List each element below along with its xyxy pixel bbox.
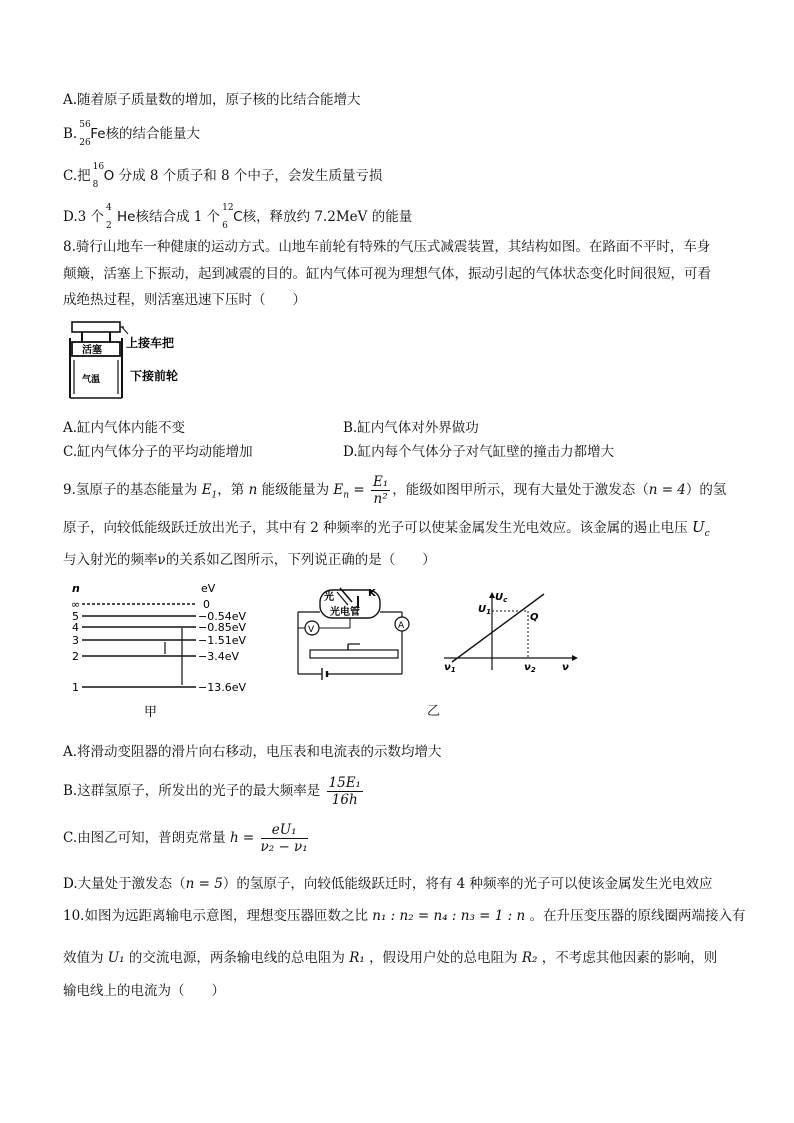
iron-charge-number: 26: [79, 138, 91, 148]
level-n-header: n: [72, 582, 80, 595]
carbon-symbol: C: [233, 209, 243, 225]
carbon-charge-number: 6: [222, 221, 228, 231]
q8-option-b: B.缸内气体对外界做功: [343, 420, 479, 436]
fig-piston-label: 活塞: [82, 345, 102, 356]
iron-mass-number: 56: [79, 120, 91, 130]
iron-nuclide: [79, 120, 106, 148]
q9-n4: n = 4: [648, 482, 686, 498]
energy-level-diagram: [68, 580, 268, 720]
q8-option-a: A.缸内气体内能不变: [63, 420, 186, 436]
level-row-2: [72, 650, 239, 663]
q9-d-n5: n = 5: [185, 876, 223, 892]
level-row-inf: [71, 598, 210, 611]
graph-nu2-label: $\nu_2$: [524, 662, 536, 674]
iron-symbol: Fe: [90, 126, 106, 142]
q10-stem-line2: 效值为 U₁ 的交流电源，两条输电线的总电阻为 R₁ ，假设用户处的总电阻为 R₂ ，不考虑其他因素的影响，则: [63, 950, 718, 966]
level-row-4: [72, 621, 246, 634]
q9-en-symbol: $E_n$ =: [333, 482, 365, 501]
helium-symbol: He: [117, 209, 136, 225]
q7-d-mid: 核结合成 1 个: [135, 209, 221, 225]
graph-nu1-label: $\nu_1$: [444, 662, 456, 674]
helium-charge-number: 2: [106, 221, 112, 231]
q9-b-fraction: $\frac{\text{15E₁}}{16h}$: [328, 775, 361, 808]
fig-top-label: 上接车把: [126, 336, 175, 350]
q7-d-prefix: D.3 个: [63, 209, 105, 225]
q7-c-suffix: 分成 8 个质子和 8 个中子，会发生质量亏损: [118, 168, 383, 184]
oxygen-mass-number: 16: [92, 162, 105, 172]
q10-r1: R₁: [349, 950, 365, 966]
q8-option-c: C.缸内气体分子的平均动能增加: [63, 444, 253, 460]
q7-option-b: [63, 120, 201, 148]
q9-option-c: C.由图乙可知，普朗克常量 h = $\frac{\text{eU₁}}{\text{ν₂ − ν₁}}$: [63, 822, 308, 855]
q10-r2: R₂: [521, 950, 538, 966]
level-n-1: 1: [72, 681, 79, 694]
level-n-inf: ∞: [71, 598, 81, 611]
q7-b-prefix: B.: [63, 126, 78, 142]
level-e-1: −13.6eV: [198, 681, 247, 694]
q9-option-d: D.大量处于激发态（n = 5）的氢原子，向较低能级跃迁时，将有 4 种频率的光子可以使该金属发生光电效应: [63, 876, 713, 892]
circuit-tube-label: 光电管: [330, 607, 360, 618]
q9-uc-symbol: $U_c$: [691, 518, 710, 539]
circuit-ammeter-label: A: [398, 621, 405, 631]
q7-option-a: A.随着原子质量数的增加，原子核的比结合能增大: [63, 92, 361, 108]
level-row-1: [72, 681, 246, 694]
level-n-3: 3: [72, 634, 79, 647]
level-e-4: −0.85eV: [198, 621, 247, 634]
fig-bottom-label: 下接前轮: [130, 369, 179, 383]
q7-c-prefix: C.把: [63, 168, 91, 184]
level-e-3: −1.51eV: [198, 634, 247, 647]
level-row-3: [72, 634, 246, 647]
q9-stem-line2: 原子，向较低能级跃迁放出光子，其中有 2 种频率的光子可以使某金属发生光电效应。该金属的遏止电压 $U_c$: [63, 518, 710, 539]
q7-b-suffix: 核的结合能量大: [105, 126, 201, 142]
oxygen-symbol: O: [103, 168, 115, 184]
level-e-5: −0.54eV: [198, 610, 247, 623]
photoelectric-circuit: [290, 582, 415, 722]
level-e-inf: 0: [203, 598, 210, 611]
q8-stem-line2: 颠簸，活塞上下振动，起到减震的目的。缸内气体可视为理想气体，振动引起的气体状态变化时间很短，可看: [63, 266, 711, 282]
q9-l1-a: 9.氢原子的基态能量为: [63, 482, 198, 498]
q8-stem-line1: 8.骑行山地车一种健康的运动方式。山地车前轮有特殊的气压式减震装置，其结构如图。在路面不平时，车身: [63, 239, 711, 255]
carbon-nuclide: [222, 203, 243, 231]
q10-stem-line3: 输电线上的电流为（ ）: [63, 983, 225, 999]
graph-q-label: Q: [530, 612, 539, 623]
helium-nuclide: [106, 203, 136, 231]
graph-u1-label: $U_1$: [478, 604, 491, 616]
oxygen-charge-number: 8: [92, 180, 99, 190]
q9-stem-line1: [63, 474, 726, 507]
q9-e1-symbol: $E_1$: [201, 482, 218, 501]
helium-mass-number: 4: [106, 203, 112, 213]
level-n-5: 5: [72, 610, 79, 623]
carbon-mass-number: 12: [222, 203, 234, 213]
oxygen-nuclide: [92, 162, 115, 190]
circuit-voltmeter-label: V: [308, 625, 315, 635]
uc-nu-line: [452, 594, 544, 662]
q7-option-c: [63, 162, 383, 190]
q9-l1-b: ，第: [217, 482, 245, 498]
level-n-4: 4: [72, 621, 79, 634]
q10-turn-ratio: n₁ : n₂ = n₄ : n₃ = 1 : n: [372, 908, 526, 924]
q9-option-b: B.这群氢原子，所发出的光子的最大频率是 $\frac{\text{15E₁}}{16h}$: [63, 775, 361, 808]
q10-u1: U₁: [107, 950, 125, 966]
q9-energy-fraction: $\frac{\text{E₁}}{\text{n²}}$: [372, 474, 389, 507]
q8-stem-line3: 成绝热过程，则活塞迅速下压时（ ）: [63, 292, 306, 308]
q9-l1-d: ，能级如图甲所示，现有大量处于激发态（: [392, 482, 649, 498]
q7-option-d: [63, 203, 413, 231]
q9-l1-c: 能级能量为: [261, 482, 330, 498]
level-n-2: 2: [72, 650, 79, 663]
q9-option-a: A.将滑动变阻器的滑片向右移动，电压表和电流表的示数均增大: [63, 744, 442, 760]
q9-c-fraction: $\frac{\text{eU₁}}{\text{ν₂ − ν₁}}$: [260, 822, 308, 855]
q9-stem-line3: 与入射光的频率ν的关系如乙图所示，下列说正确的是（ ）: [63, 552, 436, 568]
q9-c-h: h =: [229, 830, 255, 846]
stopping-voltage-graph: [440, 590, 580, 675]
q9-l1-e: ）的氢: [685, 482, 727, 498]
q7-d-suffix: 核，释放约 7.2MeV 的能量: [242, 209, 413, 225]
q10-stem-line1: 10.如图为远距离输电示意图，理想变压器匝数之比 n₁ : n₂ = n₄ : n₃ = 1 : n 。在升压变压器的原线圈两端接入有: [63, 908, 746, 924]
circuit-light-label: 光: [324, 592, 334, 603]
level-e-2: −3.4eV: [198, 650, 240, 663]
level-ev-header: eV: [201, 582, 216, 595]
fig-jia-caption: 甲: [144, 705, 158, 720]
shock-absorber-figure: [62, 318, 202, 408]
q8-option-d: D.缸内每个气体分子对气缸壁的撞击力都增大: [343, 444, 615, 460]
graph-nu-axis-label: ν: [562, 662, 569, 673]
fig-gas-label: 气温: [82, 375, 101, 385]
circuit-k-label: K: [368, 588, 376, 599]
graph-uc-label: $U_c$: [495, 592, 508, 604]
q9-n-symbol: n: [248, 482, 258, 498]
fig-yi-caption: 乙: [427, 704, 441, 719]
